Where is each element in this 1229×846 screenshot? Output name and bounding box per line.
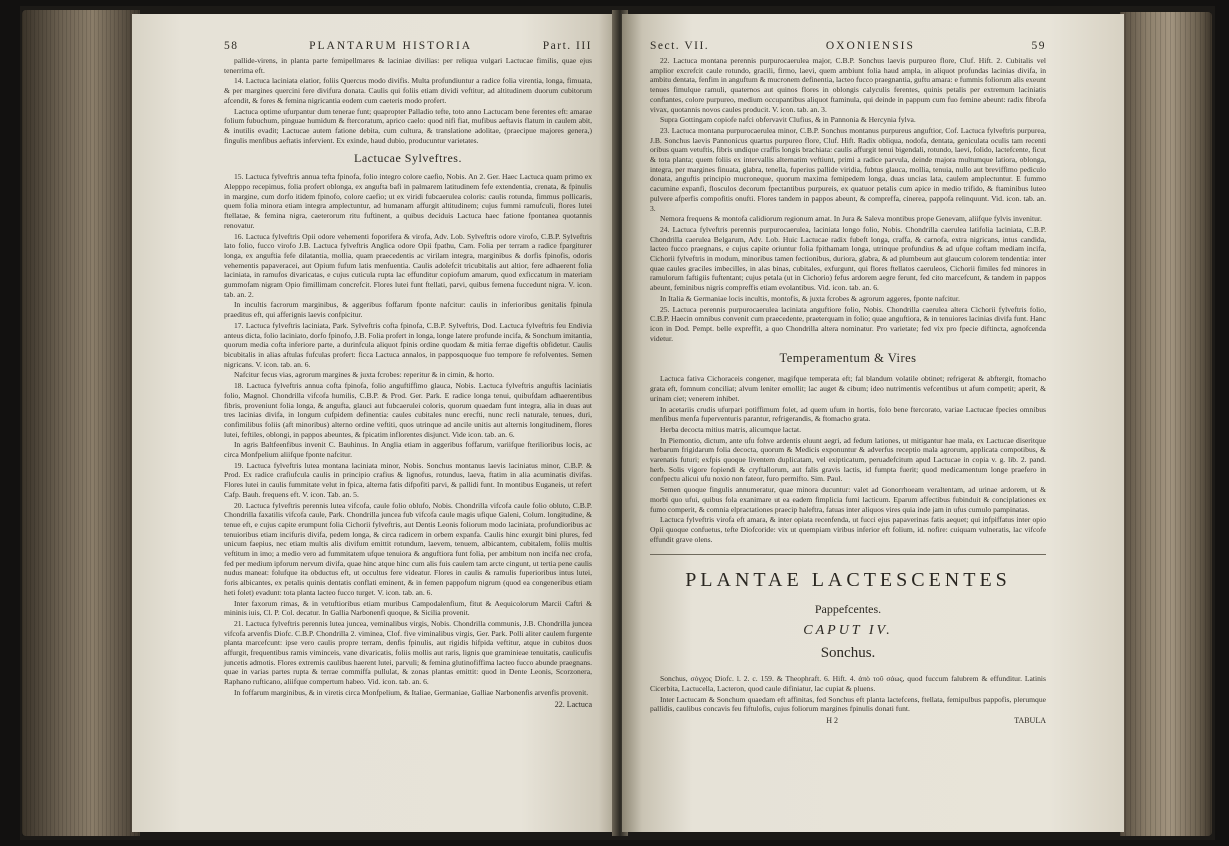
paragraph: 22. Lactuca montana perennis purpurocaerulea major, C.B.P. Sonchus laevis purpureo flore, Cluf. Hift. 2. Cubitalis vel amplior excrefcit caule rotundo, gracili, firmo, laevi, quem ambiunt folia haud ampla, in aliquot profundas lacinias divifa, in ambitu dentata, fenfim in anguftum & mucronem definentia, lacteo fucco praegnantia, guftu amara: e fummis foliorum alis exeunt tenues fimulque ramuli, quaternos aut quinos flores in oblongis calyculis ferentes, quinis petalis per extremum laciniatis conftantes, colore purpureo, medium occupantibus aliquot ftaminula, qui deinde in pappum cum fuo femine abeunt: radix fibrofa vivax, quotannis novos caules producit. V. icon. tab. an. 3. (650, 56, 1047, 114)
paragraph: Nemora frequens & montofa calidiorum regionum amat. In Jura & Saleva montibus prope Genevam, aliifque fylvis invenitur. (660, 214, 1042, 224)
paragraph: 15. Lactuca fylveftris annua tefta fpinofa, folio integro colore caefio, Nobis. An 2. Ger. Haec Lactuca quam primo ex Alepppo recepimus, folia profert oblonga, ex angufta bafi in palmarem latitudinem fefe extendentia, crenata, & fpinulis in margine, cum dorfo itidem fpinofo, colore caefio; ut ex viridi fubcaerulea coloris: caulis rotunda, fimmus pollicaris, quem folia minora etiam integra amplectuntur, ad humanam affurgit altitudinem; cujus fummi ramufculi, flores lutei ftellatae, & femina nigra, caeterorum ritu fuftinent, a quibus deciduis Lactuca haec fatione fpontanea quotannis renovatur. (224, 172, 592, 230)
left-page (132, 14, 618, 832)
left-running-head (224, 40, 592, 52)
paragraph: Lactuca fylveftris virofa eft amara, & inter opiata recenfenda, ut fucci ejus papaverinas fatis aequet; qui infpiffatus inter opio Opii quoque confuetus, tefte Diofcoride: vix ut quempiam viribus inferior eft folium, id. nofire: cuiquam vulneratis, lac vifcofe effundit grave olens. (650, 515, 1046, 544)
paragraph: In incultis facrorum marginibus, & aggeribus foffarum fponte nafcitur: caulis in inferioribus genitalis fpinula praeditus eft, qui afferignis laevis confpicitur. (224, 300, 592, 320)
paragraph: 18. Lactuca fylveftris annua cofta fpinofa, folio anguftiffimo glauca, Nobis. Lactuca fylveftris anguftis laciniatis folio, Magnol. Chondrilla vifcofa humilis, C.B.P. & Prod. Ger. Park. E radice longa tenui, quibufdam adhaerentibus fibris, proveniunt folia longa, & angufta, glauci aut fubcaerulei coloris, quorum quaedam funt integra, alia in duas aut tres lacinias divifa, in longum cufpidem definentia: caules cubitales nunc erecfti, nunc recli naturale, tenues, duri, confimilibus foliis (aft minoribus) alterno ordine veftiti, quos utrinque ad ancile unitis aut alternis longitudinem, flores lutei, feftiles, oblongi, in pappos abeuntes, & fpicatim inflorentes disjunct. Vide icon. tab. an. 6. (224, 381, 592, 439)
left-text-block-1 (224, 56, 592, 145)
right-catchword: TABULA (1014, 716, 1046, 726)
chapter-subtitle: Pappefcentes. (814, 602, 882, 617)
chapter-number: CAPUT IV. (803, 623, 893, 639)
right-section-label: Sect. VII. (650, 40, 710, 52)
right-text-block-1 (650, 56, 1046, 343)
paragraph: In agris Baltfeenfibus invenit C. Bauhinus. In Anglia etiam in aggeribus foffarum, variifque fterilioribus locis, ac circa Monfpelium aliifque fponte nafcitur. (224, 440, 592, 460)
section-rule (650, 554, 1046, 555)
paragraph: Semen quoque fingulis annumeratur, quae minora ducuntur: valet ad Gonorrhoeam veraltentam, ad urinae ardorem, ut & morbi quo ufui, quibus fola exanimare ut ea eadem fimplicia fumi lacticum. Eparum affectibus fubinduit & conciplationes ex fumo comperit, & comnia elpractationes praecip haleftra, fatuas inter aliquos vires quia inde jam in ufus cumulo pampinatas. (650, 485, 1046, 514)
paragraph: 24. Lactuca fylveftris perennis purpurocaerulea, laciniata longo folio, Nobis. Chondrilla caerulea latifolia laciniata, C.B.P. Chondrilla caerulea Belgarum, Adv. Lob. Huic Lactucae radix fubeft longa, craffa, & carnofa, extra nigricans, intus candida, lacteo fucco praegnans, e cujus capite oriuntur folia fpithamam longa, utrinque profundius & ad ufque coftam mediam incifa, Cichorii fylveftris in modum, minoribus tamen fectionibus, duriora, glabra, & ad plumbeum aut glaucum colorem tendentia: inter quae caules graciles imbecilles, in alas binas, cubitales, exfurgunt, qui flores ftellatos caeruleos, Cichorii fimiles fed minores in ramulorum faftigiis fuftentant; cujus petala (ut in Cichorio) fefus ardorem aegre ferunt, fed cito marcefcunt, & tandem in pappos abeunt, feminibus nigris compreffis etiam evolantibus. Vid. icon. tab. an. 6. (650, 224, 1046, 293)
paragraph: In Piemontio, dictum, ante ufu fohve ardentis eluunt aegri, ad fedum lationes, ut mitigantur hae mala, ex Lactucae diseritque herbarum frigidarum folia decocta, quorum & Medicis exponuntur & adverfus receptio mala agrorum, applicata compotibus, & varenatis futuri; exfpis quoque liventem duplicatam, vel exipticatum, peruadefcitum apud Lactucae in copia v. g. lib. 2. pand. herb. Solis vigore fopiendi & cryftallorum, aut falis gravis lactis, id fumpta fuerit; quod medicamentum longe praefero in confpectu alicui ufu noxio non fateor, furo permifto. Sim. Paul. (650, 435, 1046, 484)
left-footer (224, 700, 592, 709)
paragraph: In foffarum marginibus, & in viretis circa Monfpelium, & Italiae, Germaniae, Galliae Narbonenfis arvenfis provenit. (234, 687, 589, 697)
right-text-block-2 (650, 374, 1046, 544)
paragraph: Herba decocta mitius matris, alicumque lactat. (660, 424, 802, 434)
paragraph: Inter Lactucam & Sonchum quaedam eft affinitas, fed Sonchus eft planta lactefcens, ftellata, femipulbus pappofis, plerumque pallidis, caulibus concavis feu fiftulofis, cujus foliorum margines fpinulis donati funt. (650, 694, 1046, 714)
paragraph: 17. Lactuca fylveftris laciniata, Park. Sylveftris cofta fpinofa, C.B.P. Sylveftris, Dod. Lactuca fylveftris feu Endivia anteus dicta, folio laciniato, dorfo fpinofo, J.B. Folia profert in longa, longe latere profunde incifa, & Sonchum imitantia, quorum media cofta inferiore parte, a durinfcula aliquot fpinis ordine quodam & mitia ferrae digeftis obfidetur. Caulis bicubitalis in alias aftulas fufculas profert: ficca Lactuca annalos, in papposquoque fuo tempore fe refolventes. Semen nigricans. V. icon. tab. an. 6. (224, 320, 592, 369)
paragraph: 23. Lactuca montana purpurocaerulea minor, C.B.P. Sonchus montanus purpureus anguftior, Cof. Lactuca fylveftris purpurea, J.B. Sonchus laevis Pannonicus quartus purpureo flore, Cluf. Hift. Radix obliqua, nodofa, dentata, geniculata oculis tam recenti oribus quam vetuftis, fibris undique craffis longis brachiata: caulis affurgit tenui bigendali, rotundo, laevi, folido, lactefcente, ficut & tota planta; quem foliis ex intervallis alternatim veftiunt, primi a radice parvula, deinde majora multumque latiora, oblonga, integra, per margines finuata, glabra, tenella, fuperius pallide viridia, fubtus glauca, mollia, tenuia, nullo aut breviffimo pediculo donata, anguftis principio mucroneque, quorum maxima femipedem longa, duas uncias lata, caulem amplectuntur. E fummo cacumine expanfi, flosculos decorum fpectantibus purpureis, ex quatuor petalis cum apice in medio trifido, & ftaminibus luteo pulvere afperfis compofitis onufti. Flores tandem in pappos abeunt, & compreffa, cinerea, pappofa relinquunt. Vid. icon. tab. an. 3. (650, 125, 1046, 213)
right-text-block-3 (650, 674, 1046, 714)
right-running-title: OXONIENSIS (825, 40, 915, 52)
right-page-edges (1120, 12, 1212, 836)
left-catchword: 22. Lactuca (554, 699, 592, 709)
section-heading-temperamentum: Temperamentum & Vires (779, 351, 917, 366)
paragraph: In acetariis crudis ufurpari potiffimum folet, ad quem ufum in hortis, folo bene ftercorato, variae Lactucae fpecies omnibus menfibus menfa fuperventuris parantur, refrigerandis, & ftomacho grata. (650, 404, 1046, 424)
paragraph: pallide-virens, in planta parte femipellmares & laciniae divilias: per reliqua vulgari Lactucae fimilis, quae ejus tenerrima eft. (224, 56, 592, 75)
left-text-block-2 (224, 172, 592, 697)
paragraph: 16. Lactuca fylveftris Opii odore vehementi foporifera & virofa, Adv. Lob. Sylveftris odore virofo, C.B.P. Sylveftris lato folio, fucco virofo J.B. Lactuca fylveftris Anglica odore Opii fpathu, Cam. Folia per terram a radice fpargiturer longa, ex anguftia fefe dilatantia, mollia, quam praecedentis ac virilam integra, marginibus & dorfis fpinofis, odoris vehementis papaveracei, aut Opium fufum latis menfuentia. Caulis adolefcit tricubitalis aut altior, fere adhaerent folia laciniata, in ramufos divaricatas, e cujus cuticula rupta lac effunditur copiofum amarum, quod exficcatum in materiam gummofam nigram Opio fimillimam concrefcit. Flores lutei funt ftellati, parvi, quibus femena fuccedunt nigra. V. icon. tab. an. 2. (224, 231, 592, 299)
section-heading-lactucae-sylvestres: Lactucae Sylveftres. (354, 151, 462, 166)
paragraph: In Italia & Germaniae locis incultis, montofis, & juxta fcrobes & agrorum aggeres, fponte nafcitur. (660, 293, 960, 303)
left-page-edges (22, 10, 140, 836)
paragraph: Supra Gottingam copiofe nafci obfervavit Clufius, & in Pannonia & Hercynia fylva. (660, 115, 916, 125)
paragraph: Inter faxorum rimas, & in vetuftioribus etiam muribus Campodalenfium, fitut & Aequicolorum Marcii Caftri & mininis iuis, Cl. P. Col. decatur. In Gallia Narbonenfi quoque, & Sicilia provenit. (224, 598, 592, 618)
right-footer (650, 716, 1046, 725)
right-running-head (650, 40, 1046, 52)
paragraph: 25. Lactuca perennis purpurocaerulea laciniata anguftiore folio, Nobis. Chondrilla caerulea altera Cichorii fylveftris folio, C.B.P. Haecin omnibus convenit cum praecedente, praeterquam in folio; quae anguftiora, & in tenuiores lacinias divifa funt. Hanc icon in Dod. Pempt. belle expreffit, a quo Chondrilla altera nominatur. Pro varietate; fed vix pro fpecie diftincta, agnofcenda videtur. (650, 304, 1046, 343)
right-page-number: 59 (1031, 40, 1046, 52)
chapter-title: Sonchus. (820, 645, 876, 662)
paragraph: 20. Lactuca fylveftris perennis lutea vifcofa, caule folio oblufo, Nobis. Chondrilla vifcofa caule folio obluto, C.B.P. Chondrilla faxatilis vifcofa caule, Park. Chondrilla juncea fub vifcofa caule magis ufique Galeni, Colum. longitudine, & tenue eft, e cujus capite erumpunt folia Cichorii fylveftris, aut Dentis Leonis foliorum modo laciniata, profundioribus ac tenuioribus etiam incifuris divifa, pedem longa, & circa radicem in orbem expanfa. Caulis hinc exurgit bini plures, fed unicum faepius, nec etiam multis alis divifum emittit rotundum, laevem, tenuem, albicantem, cubitalem, foliis multis veftitum in imo; a medio vero ad fummitatem ufque tenuiora & anguftiora funt folia, per ambitum non incifa nec crofa, fed per medium ipforum nervum divifa, quae hinc atque hinc cum alis fuis caulem tam arcte cingunt, ut tertia pene caulis nudus maneat: folufque ita obductus eft, ut occultus fere videatur. Flores in caulis & ramulis fuperioribus intus lutei, foris albicantes, ex petalis quinis dentatis conflati eminent, & in femen pappofum nigrum (quod ea congeneribus etiam heti folet) evadunt: tota planta lacteo fucco turget. V. icon. tab. an. 6. (224, 500, 592, 597)
left-running-title: PLANTARUM HISTORIA (309, 40, 473, 52)
paragraph: 21. Lactuca fylveftris perennis lutea juncea, veminalibus virgis, Nobis. Chondrilla communis, J.B. Chondrilla juncea vifcofa arvenfis Diofc. C.B.P. Chondrilla 2. viminea, Clof. five viminalibus virgis, Ger. Park. Polli aliter caulem furgente planta marcefcunt: ipse vero caulis propre terram, denfis fpinulis, aut rigidis hifpida veftitur, atque in cubitos duos affurgit, frequentibus ramis viminceis, vane divaricatis, foliis mollis aut raris, lignis que graminieae tenuitatis, caulicufis juncetis admotis. Flores extremis caulibus haerent lutei, parvuli; & femina glutinofiffima lacteo fucco abunde praegnans. quae in varias partes rupta & terrae commiffa pullulat, & zonas plantas emittit: quod in Dente Leonis, Scorzonera, Raphano rufticano, aliifque compertum habeo. Vid. icon. tab. an. 6. (224, 618, 592, 687)
paragraph: 14. Lactuca laciniata elatior, foliis Quercus modo divifis. Multa profundiuntur a radice folia virentia, longa, fimuata, & per margines quercini fere divifura donata. Caulis qui foliis etiam dividi veftitur, ad altitudinem duorum cubitorum afcendit, & fores & femina nigricantia eodem cum caeteris modo profert. (224, 76, 592, 105)
paragraph: Nafcitur fecus vias, agrorum margines & juxta fcrobes: reperitur & in cimin, & horto. (234, 370, 495, 380)
right-signature: H 2 (826, 716, 838, 726)
paragraph: Lactuca optime ufurpantur dum tenerae funt; quapropter Palladio tefte, toto anno Lactucam bene ferentes eft: amarae folium fubuchum, pinguae humidum & ftercoratum, aprico caelo: quod nifi fiat, mufibus aeftavis flatum in caulem abit, & inutilis evadit; Lactucae autem fatione debita, cum cultura, & translatione adolitae, (praecipue majores genera,) fingulis menfibus aeftatis infervient. Ex exinde, haud dubio, producuntur varietates. (224, 106, 592, 145)
chapter-big-title: PLANTAE LACTESCENTES (685, 569, 1011, 592)
paragraph: Lactuca fativa Cichoraceis congener, magifque temperata eft; fal blandum volatile obtinet; refrigerat & abftergit, ftomacho grata eft, fomnum conciliat; alvum leniter emollit; lac auget & cibum; ideo nutrimentis vefcentibus ut afum competit; aperit, & urinam ciet; venerem inhibet. (650, 374, 1046, 403)
left-part-label: Part. III (542, 40, 592, 52)
paragraph: Sonchus, σόγχος Diofc. l. 2. c. 159. & Theophraft. 6. Hift. 4. ἀπὸ τοῦ σάως, quod fuccum falubrem & effunditur. Latinis Cicerbita, Lactucella, Lacteron, quod caule difiniatur, lac cupiat & pluens. (650, 674, 1046, 694)
paragraph: 19. Lactuca fylveftris lutea montana laciniata minor, Nobis. Sonchus montanus laevis laciniatus minor, C.B.P. & Prod. Ex radice crafiufcula caulis in principio crafius & lignofus, rotundus, laeva, ftatim in alia acuminatis divifas. Flores lutei in caulis fummitate velut in fpica, alterna fatis difpofiti parvi, & pallidi funt. In montibus Euganeis, ut refert Cafp. Bauh. frequens eft. V. icon. Tab. an. 5. (224, 460, 592, 499)
right-page (622, 14, 1124, 832)
left-page-number: 58 (224, 40, 239, 52)
